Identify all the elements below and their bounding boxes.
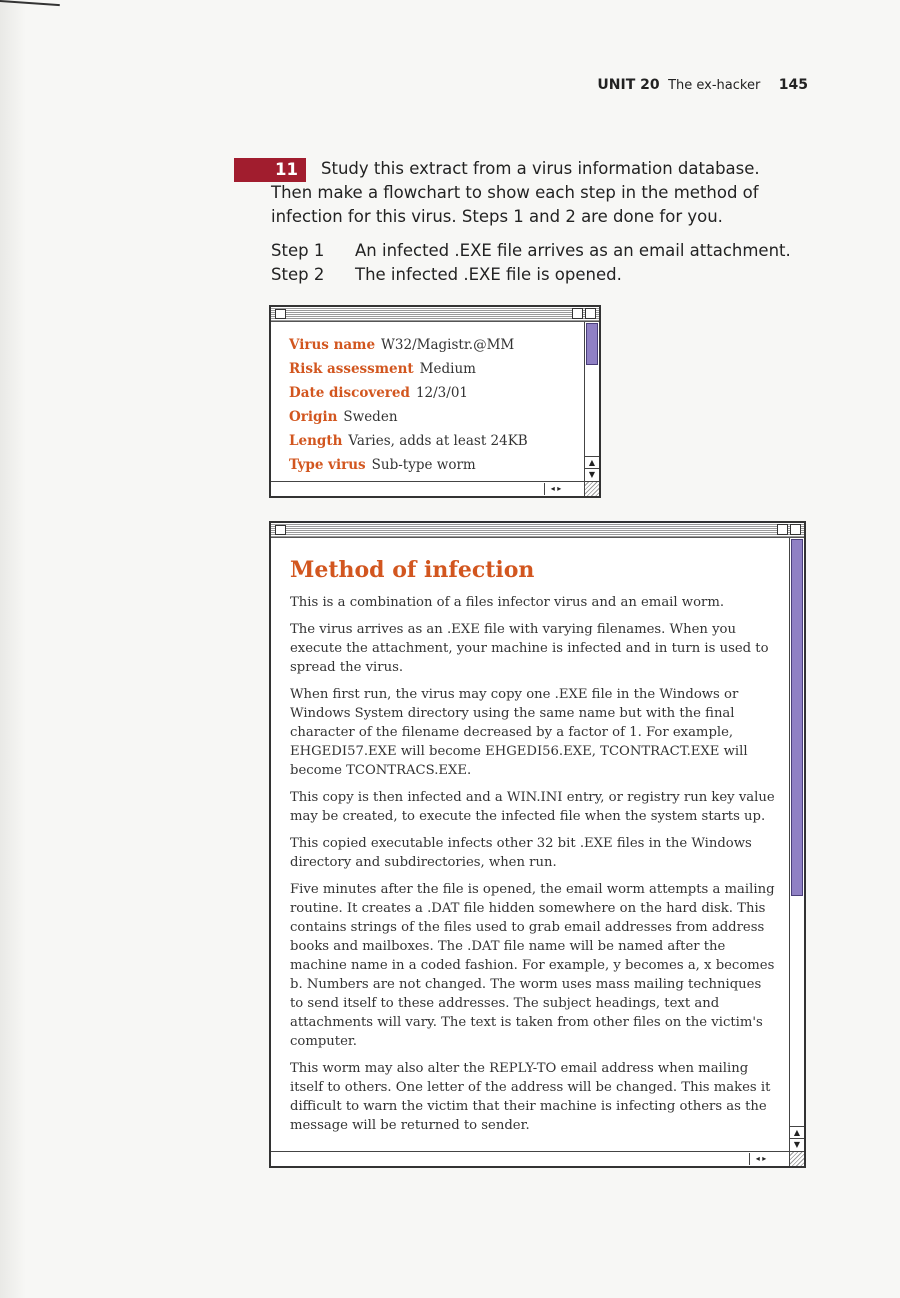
- exercise-11: [271, 157, 801, 287]
- scroll-thumb[interactable]: [791, 539, 803, 896]
- page-number: 145: [778, 77, 808, 93]
- field-value: Sweden: [343, 409, 398, 425]
- field-value: W32/Magistr.@MM: [381, 337, 515, 353]
- field-row: [289, 453, 528, 477]
- field-row: [289, 357, 528, 381]
- step-row: [271, 263, 801, 287]
- method-paragraph: Five minutes after the file is opened, the email worm attempts a mailing routine. It creates a .DAT file hidden somewhere on the hard disk. This contains strings of the files used to grab email addresses from address books and mailboxes. The .DAT file name will be named after the machine name in a coded fashion. For example, y becomes a, x becomes b. Numbers are not changed. The worm uses mass mailing techniques to send itself to these addresses. The subject headings, text and attachments will vary. The text is taken from other files on the victim's computer.: [290, 882, 775, 1049]
- field-value: Medium: [419, 361, 476, 377]
- field-label: Type virus: [289, 457, 366, 473]
- horizontal-arrows-icon[interactable]: ◂ ▸: [749, 1153, 772, 1165]
- unit-label: UNIT 20: [597, 77, 660, 93]
- horizontal-scrollbar[interactable]: [271, 481, 585, 496]
- step-row: [271, 239, 801, 263]
- vertical-scrollbar[interactable]: [584, 322, 599, 481]
- field-label: Length: [289, 433, 343, 449]
- horizontal-scrollbar[interactable]: [271, 1151, 790, 1166]
- field-row: [289, 429, 528, 453]
- method-paragraph: This worm may also alter the REPLY-TO email address when mailing itself to others. One letter of the address will be changed. This makes it difficult to warn the victim that their machine is infecting others as the message will be returned to sender.: [290, 1061, 771, 1133]
- method-paragraph: The virus arrives as an .EXE file with varying filenames. When you execute the attachment, your machine is infected and in turn is used to spread the virus.: [290, 622, 769, 675]
- field-label: Risk assessment: [289, 361, 414, 377]
- step-label: Step 1: [271, 241, 325, 260]
- field-row: [289, 333, 528, 357]
- method-content: [290, 557, 776, 1143]
- page-edge: [0, 0, 26, 1298]
- scroll-down-arrow-icon[interactable]: ▼: [790, 1138, 804, 1151]
- step-text: The infected .EXE file is opened.: [355, 265, 622, 284]
- collapse-box-icon[interactable]: [585, 308, 596, 319]
- resize-grip-icon[interactable]: [584, 481, 599, 496]
- scroll-thumb[interactable]: [586, 323, 598, 365]
- step-text: An infected .EXE file arrives as an email attachment.: [355, 241, 791, 260]
- method-paragraph: This copied executable infects other 32 bit .EXE files in the Windows directory and subdirectories, when run.: [290, 836, 752, 870]
- step-label: Step 2: [271, 265, 325, 284]
- exercise-instruction: Study this extract from a virus information database. Then make a flowchart to show each step in the method of infection for this virus. Steps 1 and 2 are done for you.: [271, 159, 760, 226]
- field-value: 12/3/01: [415, 385, 468, 401]
- collapse-box-icon[interactable]: [790, 524, 801, 535]
- close-box-icon[interactable]: [275, 525, 286, 535]
- field-label: Origin: [289, 409, 338, 425]
- scroll-up-arrow-icon[interactable]: ▲: [585, 456, 599, 469]
- method-heading: Method of infection: [290, 557, 535, 583]
- zoom-box-icon[interactable]: [572, 308, 583, 319]
- resize-grip-icon[interactable]: [789, 1151, 804, 1166]
- field-value: Sub-type worm: [371, 457, 476, 473]
- field-label: Date discovered: [289, 385, 410, 401]
- steps-list: [271, 239, 801, 287]
- field-label: Virus name: [289, 337, 376, 353]
- scroll-up-arrow-icon[interactable]: ▲: [790, 1126, 804, 1139]
- method-paragraph: This is a combination of a files infector virus and an email worm.: [290, 595, 725, 610]
- field-value: Varies, adds at least 24KB: [348, 433, 528, 449]
- unit-title: The ex-hacker: [668, 78, 761, 93]
- close-box-icon[interactable]: [275, 309, 286, 319]
- method-window: [269, 521, 806, 1168]
- method-paragraph: When first run, the virus may copy one .EXE file in the Windows or Windows System directory using the same name but with the final character of the filename decreased by a factor of 1. For example, EHGEDI57.EXE will become EHGEDI56.EXE, TCONTRACT.EXE will become TCONTRACS.EXE.: [290, 687, 748, 778]
- virus-info-content: [289, 333, 528, 477]
- virus-info-window: [269, 305, 601, 498]
- window-titlebar[interactable]: [271, 523, 804, 538]
- horizontal-arrows-icon[interactable]: ◂ ▸: [544, 483, 567, 495]
- zoom-box-icon[interactable]: [777, 524, 788, 535]
- exercise-number-badge: 11: [234, 158, 306, 182]
- scroll-down-arrow-icon[interactable]: ▼: [585, 468, 599, 481]
- method-paragraph: This copy is then infected and a WIN.INI entry, or registry run key value may be created, to execute the infected file when the system starts up.: [290, 790, 775, 824]
- field-row: [289, 405, 528, 429]
- field-row: [289, 381, 528, 405]
- vertical-scrollbar[interactable]: [789, 538, 804, 1151]
- running-head: [597, 77, 808, 93]
- window-titlebar[interactable]: [271, 307, 599, 322]
